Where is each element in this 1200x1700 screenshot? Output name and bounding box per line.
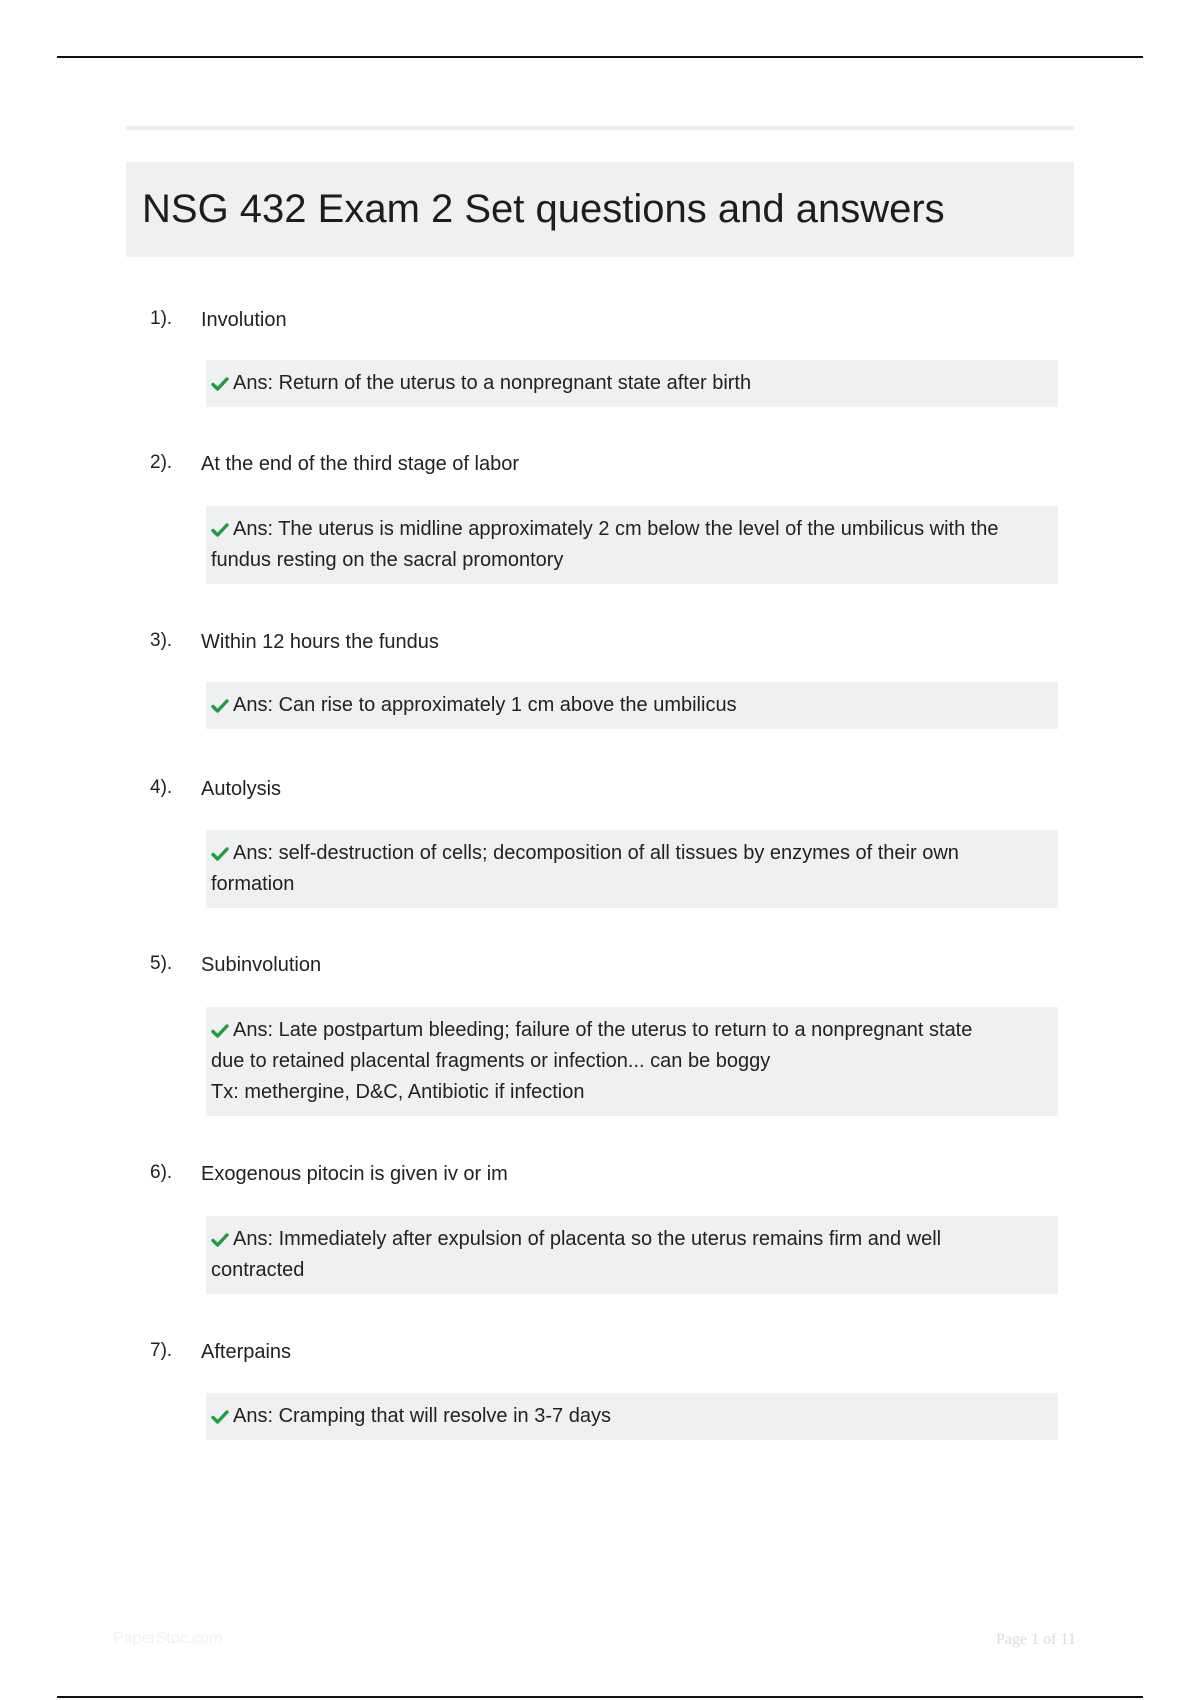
bottom-rule bbox=[57, 1696, 1143, 1698]
question-text: Involution bbox=[201, 309, 287, 331]
question-text: Within 12 hours the fundus bbox=[201, 631, 439, 653]
top-rule bbox=[57, 56, 1143, 58]
page-title: NSG 432 Exam 2 Set questions and answers bbox=[142, 187, 945, 231]
check-icon bbox=[211, 1232, 229, 1248]
check-icon bbox=[211, 698, 229, 714]
header-divider bbox=[126, 126, 1074, 130]
check-icon bbox=[211, 846, 229, 862]
question-text: At the end of the third stage of labor bbox=[201, 453, 519, 475]
answer-line: fundus resting on the sacral promontory bbox=[211, 549, 564, 571]
question-number: 1). bbox=[150, 308, 173, 329]
question-number: 3). bbox=[150, 630, 173, 651]
check-icon bbox=[211, 522, 229, 538]
check-icon bbox=[211, 1023, 229, 1039]
page-number: Page 1 of 11 bbox=[996, 1631, 1076, 1648]
answer-line: Ans: self-destruction of cells; decomposition of all tissues by enzymes of their own bbox=[233, 842, 959, 864]
answer-line: Ans: Immediately after expulsion of placenta so the uterus remains firm and well bbox=[233, 1228, 942, 1250]
answer-box bbox=[206, 1007, 1058, 1116]
question-number: 5). bbox=[150, 953, 173, 974]
answer-line: formation bbox=[211, 873, 295, 895]
question-text: Afterpains bbox=[201, 1341, 292, 1363]
answer-box bbox=[206, 360, 1058, 407]
check-icon bbox=[211, 376, 229, 392]
answer-line: contracted bbox=[211, 1259, 305, 1281]
question-text: Autolysis bbox=[201, 778, 282, 800]
question-number: 4). bbox=[150, 777, 173, 798]
answer-line: Ans: Cramping that will resolve in 3-7 days bbox=[233, 1405, 611, 1427]
answer-line: Ans: Return of the uterus to a nonpregnant state after birth bbox=[233, 372, 752, 394]
footer-watermark: PaperStoc.com bbox=[113, 1630, 223, 1647]
answer-box bbox=[206, 1216, 1058, 1294]
answer-box bbox=[206, 1393, 1058, 1440]
question-text: Subinvolution bbox=[201, 954, 322, 976]
question-number: 6). bbox=[150, 1162, 173, 1183]
question-number: 7). bbox=[150, 1340, 173, 1361]
question-text: Exogenous pitocin is given iv or im bbox=[201, 1163, 508, 1185]
answer-box bbox=[206, 682, 1058, 729]
answer-line: due to retained placental fragments or infection... can be boggy bbox=[211, 1050, 771, 1072]
answer-line: Ans: Can rise to approximately 1 cm above the umbilicus bbox=[233, 694, 737, 716]
answer-line: Ans: The uterus is midline approximately 2 cm below the level of the umbilicus with the bbox=[233, 518, 999, 540]
answer-line: Tx: methergine, D&C, Antibiotic if infection bbox=[211, 1081, 585, 1103]
answer-box bbox=[206, 506, 1058, 584]
answer-box bbox=[206, 830, 1058, 908]
answer-line: Ans: Late postpartum bleeding; failure of the uterus to return to a nonpregnant state bbox=[233, 1019, 973, 1041]
check-icon bbox=[211, 1409, 229, 1425]
title-banner bbox=[126, 162, 1074, 257]
question-number: 2). bbox=[150, 452, 173, 473]
